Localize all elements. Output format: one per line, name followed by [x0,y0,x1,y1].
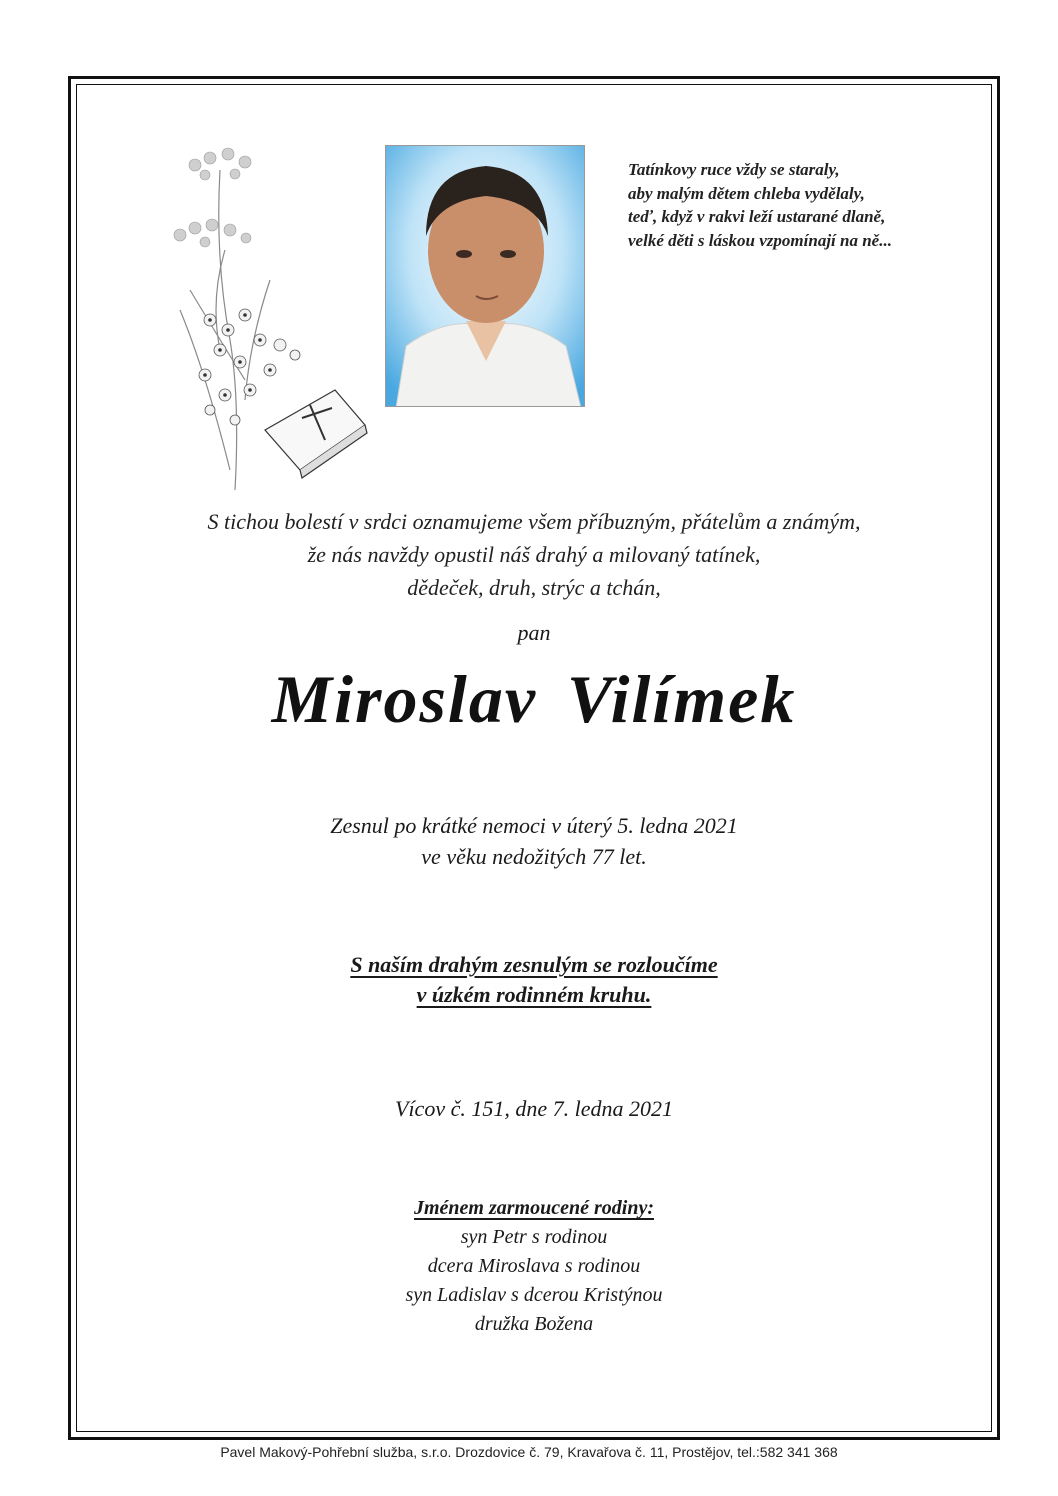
family-member: dcera Miroslava s rodinou [427,1255,641,1277]
announcement-intro [76,505,992,604]
deceased-name [76,660,992,739]
intro-line: dědeček, druh, strýc a tchán, [407,575,661,600]
family-member: družka Božena [474,1313,594,1335]
honorific: pan [517,620,551,645]
family-heading: Jménem zarmoucené rodiny: [414,1197,654,1219]
family-member: syn Petr s rodinou [460,1226,608,1248]
intro-line: S tichou bolestí v srdci oznamujeme všem příbuzným, přátelům a známým, [207,509,861,534]
poem-line: velké děti s láskou vzpomínají na ně... [628,230,892,250]
death-line: Zesnul po krátké nemoci v úterý 5. ledna 2021 [330,813,738,838]
farewell-line: v úzkém rodinném kruhu. [416,982,652,1007]
poem-line: aby malým dětem chleba vydělaly, [628,183,865,203]
poem-line: teď, když v rakvi leží ustarané dlaně, [628,207,886,226]
farewell-notice [76,950,992,1010]
intro-line: že nás navždy opustil náš drahý a milovaný tatínek, [307,542,761,567]
poem-line: Tatínkovy ruce vždy se staraly, [628,160,840,179]
family-member: syn Ladislav s dcerou Kristýnou [405,1284,663,1306]
death-line: ve věku nedožitých 77 let. [421,844,647,869]
family-signature [76,1194,992,1339]
death-notice [76,810,992,872]
flowers-book-illustration [150,140,375,500]
deceased-portrait-photo [385,145,585,407]
place-date: Vícov č. 151, dne 7. ledna 2021 [395,1096,673,1121]
deceased-last-name: Vilímek [567,661,797,737]
memorial-poem [628,158,968,252]
deceased-first-name: Miroslav [271,661,537,737]
farewell-line: S naším drahým zesnulým se rozloučíme [350,952,718,977]
funeral-service-footer: Pavel Makový-Pohřební služba, s.r.o. Drozdovice č. 79, Kravařova č. 11, Prostějov, tel.:582 341 368 [220,1444,838,1460]
